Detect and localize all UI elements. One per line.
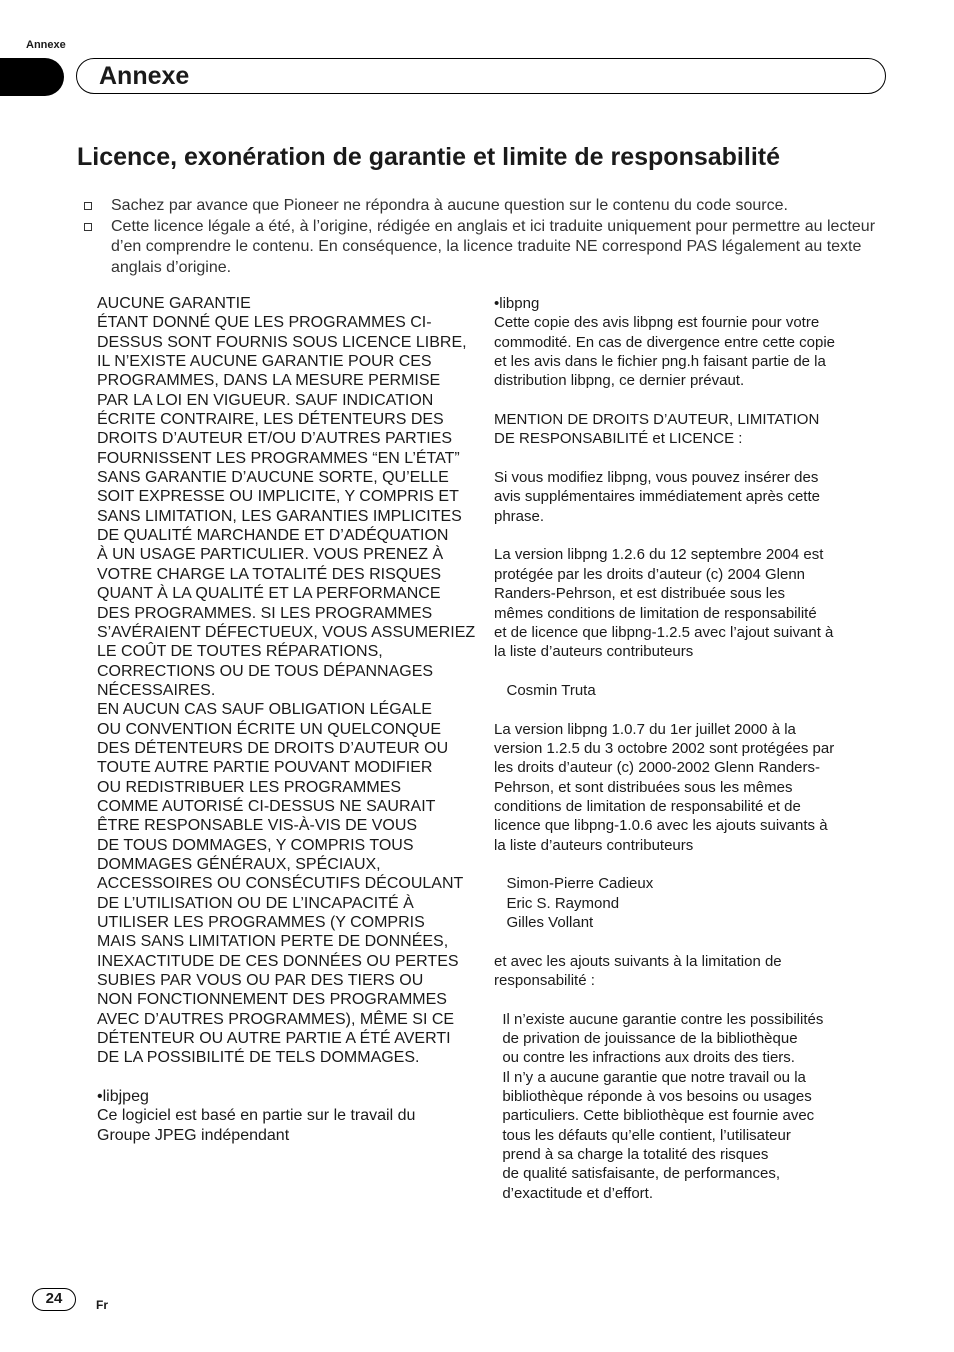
- checkbox-bullet-icon: [84, 223, 92, 231]
- section-tab-marker: [0, 58, 64, 96]
- page-title: Licence, exonération de garantie et limite de responsabilité: [77, 143, 780, 171]
- running-head: Annexe: [26, 39, 66, 51]
- bullet-list: [84, 196, 900, 278]
- section-header: [76, 58, 886, 94]
- page-number: 24: [32, 1288, 76, 1311]
- bullet-text: Sachez par avance que Pioneer ne répondra à aucune question sur le contenu du code source.: [111, 197, 788, 214]
- license-text-right-column: •libpng Cette copie des avis libpng est fournie pour votre commodité. En cas de divergence entre cette copie et les avis dans le fichier png.h faisant partie de la distribution libpng, ce dernier prévaut. MENTION DE DROITS D’AUTEUR, LIMITATION DE RESPONSABILITÉ et LICENCE : Si vous modifiez libpng, vous pouvez insérer des avis supplémentaires immédiatement après cette phrase. La version libpng 1.2.6 du 12 septembre 2004 est protégée par les droits d’auteur (c) 2004 Glenn Randers-Pehrson, et est distribuée sous les mêmes conditions de limitation de responsabilité et de licence que libpng-1.2.5 avec l’ajout suivant à la liste d’auteurs contributeurs Cosmin Truta La version libpng 1.0.7 du 1er juillet 2000 à la version 1.2.5 du 3 octobre 2002 sont protégées par les droits d’auteur (c) 2000-2002 Glenn Randers- Pehrson, et sont distribuées sous les mêmes conditions de limitation de responsabilité et de licence que libpng-1.0.6 avec les ajouts suivants à la liste d’auteurs contributeurs Simon-Pierre Cadieux Eric S. Raymond Gilles Vollant et avec les ajouts suivants à la limitation de responsabilité : Il n’existe aucune garantie contre les possibilités de privation de jouissance de la bibliothèque ou contre les infractions aux droits des tiers. Il n’y a aucune garantie que notre travail ou la bibliothèque réponde à vos besoins ou usages particuliers. Cette bibliothèque est fournie avec tous les défauts qu’elle contient, l’utilisateur prend à sa charge la totalité des risques de qualité satisfaisante, de performances, d’exactitude et d’effort.: [494, 295, 836, 1202]
- checkbox-bullet-icon: [84, 202, 92, 210]
- bullet-item: [84, 217, 900, 279]
- language-code: Fr: [96, 1298, 108, 1312]
- bullet-text: Cette licence légale a été, à l’origine, rédigée en anglais et ici traduite uniquement pour permettre au lecteur d’en comprendre le contenu. En conséquence, la licence traduite NE correspond PAS légalement au texte anglais d’origine.: [111, 217, 876, 276]
- license-text-left-column: AUCUNE GARANTIE ÉTANT DONNÉ QUE LES PROGRAMMES CI- DESSUS SONT FOURNIS SOUS LICENCE LIBRE, IL N’EXISTE AUCUNE GARANTIE POUR CES PROGRAMMES, DANS LA MESURE PERMISE PAR LA LOI EN VIGUEUR. SAUF INDICATION ÉCRITE CONTRAIRE, LES DÉTENTEURS DES DROITS D’AUTEUR ET/OU D’AUTRES PARTIES FOURNISSENT LES PROGRAMMES “EN L’ÉTAT” SANS GARANTIE D’AUCUNE SORTE, QU’ELLE SOIT EXPRESSE OU IMPLICITE, Y COMPRIS ET SANS LIMITATION, LES GARANTIES IMPLICITES DE QUALITÉ MARCHANDE ET D’ADÉQUATION À UN USAGE PARTICULIER. VOUS PRENEZ À VOTRE CHARGE LA TOTALITÉ DES RISQUES QUANT À LA QUALITÉ ET LA PERFORMANCE DES PROGRAMMES. SI LES PROGRAMMES S’AVÉRAIENT DÉFECTUEUX, VOUS ASSUMERIEZ LE COÛT DE TOUTES RÉPARATIONS, CORRECTIONS OU DE TOUS DÉPANNAGES NÉCESSAIRES. EN AUCUN CAS SAUF OBLIGATION LÉGALE OU CONVENTION ÉCRITE UN QUELCONQUE DES DÉTENTEURS DE DROITS D’AUTEUR OU TOUTE AUTRE PARTIE POUVANT MODIFIER OU REDISTRIBUER LES PROGRAMMES COMME AUTORISÉ CI-DESSUS NE SAURAIT ÊTRE RESPONSABLE VIS-À-VIS DE VOUS DE TOUS DOMMAGES, Y COMPRIS TOUS DOMMAGES GÉNÉRAUX, SPÉCIAUX, ACCESSOIRES OU CONSÉCUTIFS DÉCOULANT DE L’UTILISATION OU DE L’INCAPACITÉ À UTILISER LES PROGRAMMES (Y COMPRIS MAIS SANS LIMITATION PERTE DE DONNÉES, INEXACTITUDE DE CES DONNÉES OU PERTES SUBIES PAR VOUS OU PAR DES TIERS OU NON FONCTIONNEMENT DES PROGRAMMES AVEC D’AUTRES PROGRAMMES), MÊME SI CE DÉTENTEUR OU AUTRE PARTIE A ÉTÉ AVERTI DE LA POSSIBILITÉ DE TELS DOMMAGES. •libjpeg Ce logiciel est basé en partie sur le travail du Groupe JPEG indépendant: [97, 295, 476, 1144]
- bullet-item: [84, 196, 900, 217]
- section-title: Annexe: [99, 62, 190, 90]
